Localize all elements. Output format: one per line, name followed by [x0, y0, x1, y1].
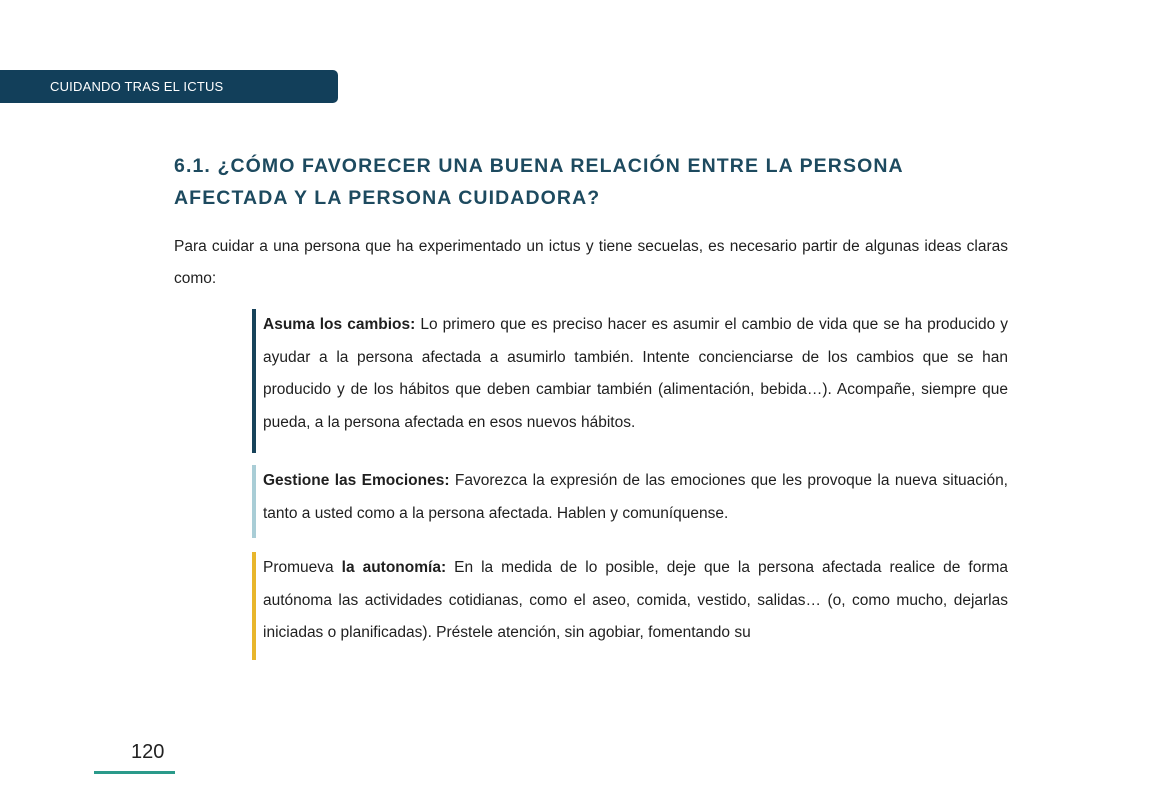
intro-paragraph: Para cuidar a una persona que ha experimentado un ictus y tiene secuelas, es necesario partir de algunas ideas claras como: — [174, 238, 1008, 287]
tip-text — [263, 309, 1008, 439]
tip-heading: Gestione las Emociones: — [263, 472, 450, 489]
tip-body: Lo primero que es preciso hacer es asumir el cambio de vida que se ha producido y ayudar a la persona afectada a asumirlo también. Intente concienciarse de los cambios que se han producido y de los hábitos que deben cambiar también (alimentación, bebida…). Acompañe, siempre que pueda, a la persona afectada en esos nuevos hábitos. — [263, 316, 1008, 431]
tip-body: En la medida de lo posible, deje que la persona afectada realice de forma autónoma las actividades cotidianas, como el aseo, comida, vestido, salidas… (o, como mucho, dejarlas iniciadas o planificadas). Préstele atención, sin agobiar, fomentando su — [263, 559, 1008, 641]
tip-text — [263, 465, 1008, 530]
tip-heading: la autonomía: — [341, 559, 447, 576]
tip-lead: Promueva — [263, 559, 342, 576]
tip-gestione-las-emociones — [252, 465, 1008, 538]
tip-text — [263, 552, 1008, 650]
tip-heading: Asuma los cambios: — [263, 316, 416, 333]
chapter-header-tab — [0, 70, 338, 103]
tip-promueva-la-autonomia — [252, 552, 1008, 660]
section-title: 6.1. ¿CÓMO FAVORECER UNA BUENA RELACIÓN ENTRE LA PERSONA AFECTADA Y LA PERSONA CUIDADORA? — [174, 155, 903, 209]
tip-body: Favorezca la expresión de las emociones que les provoque la nueva situación, tanto a usted como a la persona afectada. Hablen y comuníquense. — [263, 472, 1008, 522]
tip-asuma-los-cambios — [252, 309, 1008, 453]
page-number: 120 — [131, 741, 165, 763]
chapter-header-label: CUIDANDO TRAS EL ICTUS — [50, 79, 224, 94]
page-number-underline — [94, 771, 175, 774]
